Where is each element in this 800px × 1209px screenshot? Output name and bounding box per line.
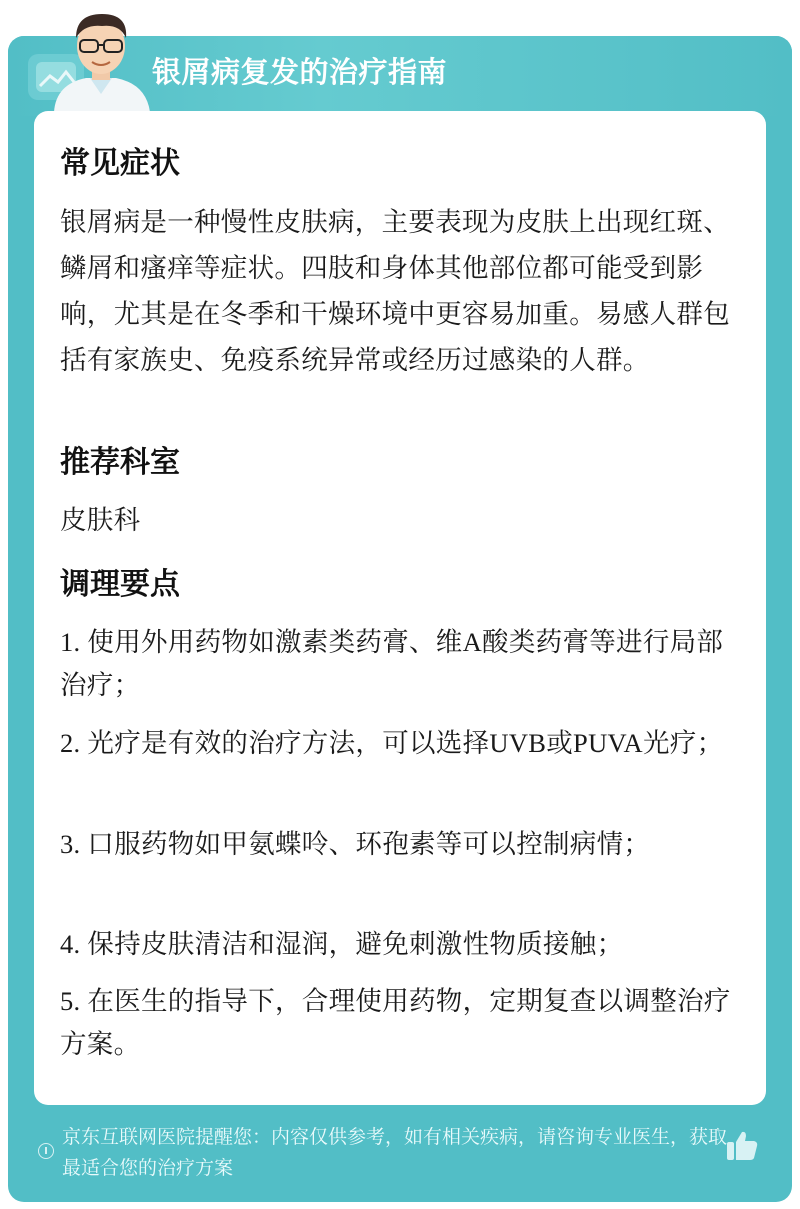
disclaimer-text: 京东互联网医院提醒您：内容仅供参考，如有相关疾病，请咨询专业医生，获取最适合您的治疗方案 xyxy=(62,1126,728,1179)
care-item: 3. 口服药物如甲氨蝶呤、环孢素等可以控制病情； xyxy=(60,829,651,859)
care-item: 1. 使用外用药物如激素类药膏、维A酸类药膏等进行局部治疗； xyxy=(60,627,724,700)
care-item: 2. 光疗是有效的治疗方法，可以选择UVB或PUVA光疗； xyxy=(60,728,724,758)
section-title-symptoms: 常见症状 xyxy=(60,146,180,181)
info-icon xyxy=(38,1143,54,1159)
doctor-avatar xyxy=(46,8,156,112)
symptoms-text: 银屑病是一种慢性皮肤病，主要表现为皮肤上出现红斑、鳞屑和瘙痒等症状。四肢和身体其他部位都可能受到影响，尤其是在冬季和干燥环境中更容易加重。易感人群包括有家族史、免疫系统异常或经历过感染的人群。 xyxy=(60,207,730,376)
department-text: 皮肤科 xyxy=(60,505,141,536)
care-item: 4. 保持皮肤清洁和湿润，避免刺激性物质接触； xyxy=(60,929,624,959)
section-title-department: 推荐科室 xyxy=(60,445,180,480)
section-title-care: 调理要点 xyxy=(60,567,180,602)
thumbs-up-icon[interactable] xyxy=(724,1128,760,1164)
page-title: 银屑病复发的治疗指南 xyxy=(152,55,448,89)
care-item: 5. 在医生的指导下，合理使用药物，定期复查以调整治疗方案。 xyxy=(60,986,731,1059)
